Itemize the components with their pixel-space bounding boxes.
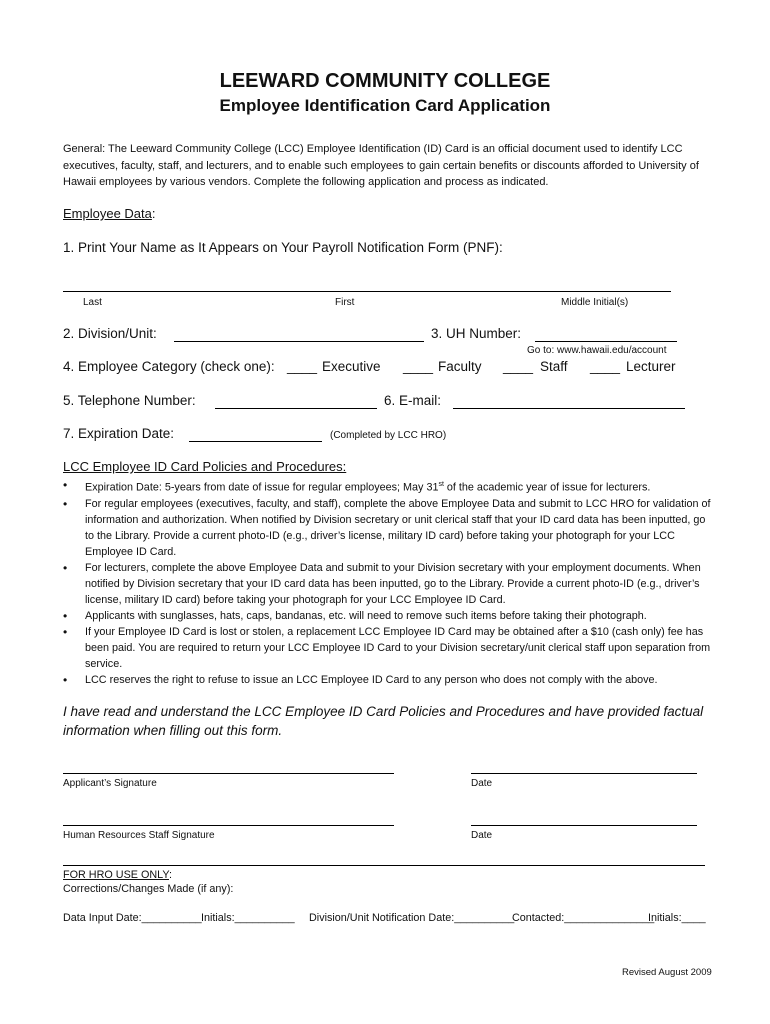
initials-field-2[interactable]: Initials:____ [648, 912, 706, 924]
applicant-date-field[interactable] [471, 773, 697, 774]
policy-item: • For lecturers, complete the above Employee Data and submit to your Division secretary with your employment documents. When notified by Division secretary that your ID card data has been inputted, go to the Library. Provide a current photo-ID (e.g., driver’s license, military ID card) before taking your photograph for your LCC Employee ID Card. [63, 560, 713, 608]
executive-label: Executive [322, 359, 381, 374]
initials-field-1[interactable]: Initials:__________ [201, 912, 295, 924]
acknowledgement-statement: I have read and understand the LCC Employee ID Card Policies and Procedures and have provided factual information when filling out this form. [63, 704, 704, 738]
email-label: 6. E-mail: [384, 393, 442, 408]
revision-date: Revised August 2009 [622, 967, 712, 978]
staff-label: Staff [540, 359, 568, 374]
lecturer-label: Lecturer [626, 359, 676, 374]
telephone-label: 5. Telephone Number: [63, 393, 196, 408]
policy-item: • LCC reserves the right to refuse to issue an LCC Employee ID Card to any person who does not comply with the above. [63, 672, 713, 688]
policy-item [63, 477, 713, 496]
policy-item-superscript: st [438, 481, 444, 488]
uh-number-field[interactable] [535, 341, 677, 342]
first-name-label: First [335, 297, 355, 308]
applicant-date-label: Date [471, 778, 493, 789]
policies-heading: LCC Employee ID Card Policies and Procedures: [63, 459, 347, 474]
data-input-date-field[interactable]: Data Input Date:__________ [63, 912, 202, 924]
employee-category-label: 4. Employee Category (check one): [63, 359, 275, 374]
telephone-field[interactable] [215, 408, 377, 409]
employee-data-heading-colon: : [151, 206, 156, 221]
hro-heading [63, 869, 172, 881]
college-name: LEEWARD COMMUNITY COLLEGE [219, 70, 551, 92]
intro-paragraph: General: The Leeward Community College (LCC) Employee Identification (ID) Card is an official document used to identify LCC executives, faculty, staff, and lecturers, and to enable such employees to gain certain benefits or discounts afforded to University of Hawaii employees by various vendors. Complete the following application and process as indicated. [63, 143, 699, 188]
contacted-field[interactable]: Contacted:_______________ [512, 912, 655, 924]
email-field[interactable] [453, 408, 685, 409]
name-field[interactable] [63, 291, 671, 292]
employee-data-heading [63, 206, 156, 221]
faculty-label: Faculty [438, 359, 482, 374]
policy-item: • If your Employee ID Card is lost or stolen, a replacement LCC Employee ID Card may be obtained after a $10 (cash only) fee has been paid. You are required to return your LCC Employee ID Card to your Division secretary/unit clerical staff upon separation from service. [63, 624, 713, 672]
expiration-date-label: 7. Expiration Date: [63, 426, 175, 441]
name-question: 1. Print Your Name as It Appears on Your Payroll Notification Form (PNF): [63, 240, 503, 255]
staff-checkbox[interactable]: ____ [503, 359, 534, 374]
uh-account-link-note: Go to: www.hawaii.edu/account [527, 345, 667, 356]
uh-number-label: 3. UH Number: [431, 326, 522, 341]
hro-heading-text: FOR HRO USE ONLY [63, 869, 169, 881]
corrections-label: Corrections/Changes Made (if any): [63, 883, 234, 895]
hro-divider [63, 865, 705, 866]
division-unit-label: 2. Division/Unit: [63, 326, 157, 341]
hr-date-field[interactable] [471, 825, 697, 826]
division-unit-field[interactable] [174, 341, 424, 342]
hr-date-label: Date [471, 830, 493, 841]
policy-item: • Applicants with sunglasses, hats, caps, bandanas, etc. will need to remove such items before taking their photograph. [63, 608, 713, 624]
last-name-label: Last [83, 297, 102, 308]
hr-signature-label: Human Resources Staff Signature [63, 830, 215, 841]
form-title: Employee Identification Card Application [219, 96, 551, 115]
hro-heading-colon: : [169, 869, 172, 881]
lecturer-checkbox[interactable]: ____ [590, 359, 621, 374]
applicant-signature-label: Applicant’s Signature [63, 778, 157, 789]
policy-item-text: Expiration Date: 5-years from date of issue for regular employees; May 31 [85, 481, 439, 494]
expiration-date-field[interactable] [189, 441, 322, 442]
policy-item: • For regular employees (executives, faculty, and staff), complete the above Employee Data and submit to LCC HRO for validation of information and authorization. When notified by Division secretary or unit clerical staff that your ID card data has been inputted, go to the Library. Provide a current photo-ID (e.g., driver’s license, military ID card) before taking your photograph for your LCC Employee ID Card. [63, 496, 713, 560]
middle-initial-label: Middle Initial(s) [561, 297, 629, 308]
employee-data-heading-text: Employee Data [63, 206, 152, 221]
division-notification-date-field[interactable]: Division/Unit Notification Date:__________ [309, 912, 515, 924]
policy-item-text: of the academic year of issue for lecturers. [443, 481, 651, 494]
faculty-checkbox[interactable]: ____ [403, 359, 434, 374]
expiration-date-note: (Completed by LCC HRO) [330, 430, 447, 441]
hr-signature-field[interactable] [63, 825, 394, 826]
executive-checkbox[interactable]: ____ [287, 359, 318, 374]
applicant-signature-field[interactable] [63, 773, 394, 774]
policies-list [63, 477, 713, 688]
